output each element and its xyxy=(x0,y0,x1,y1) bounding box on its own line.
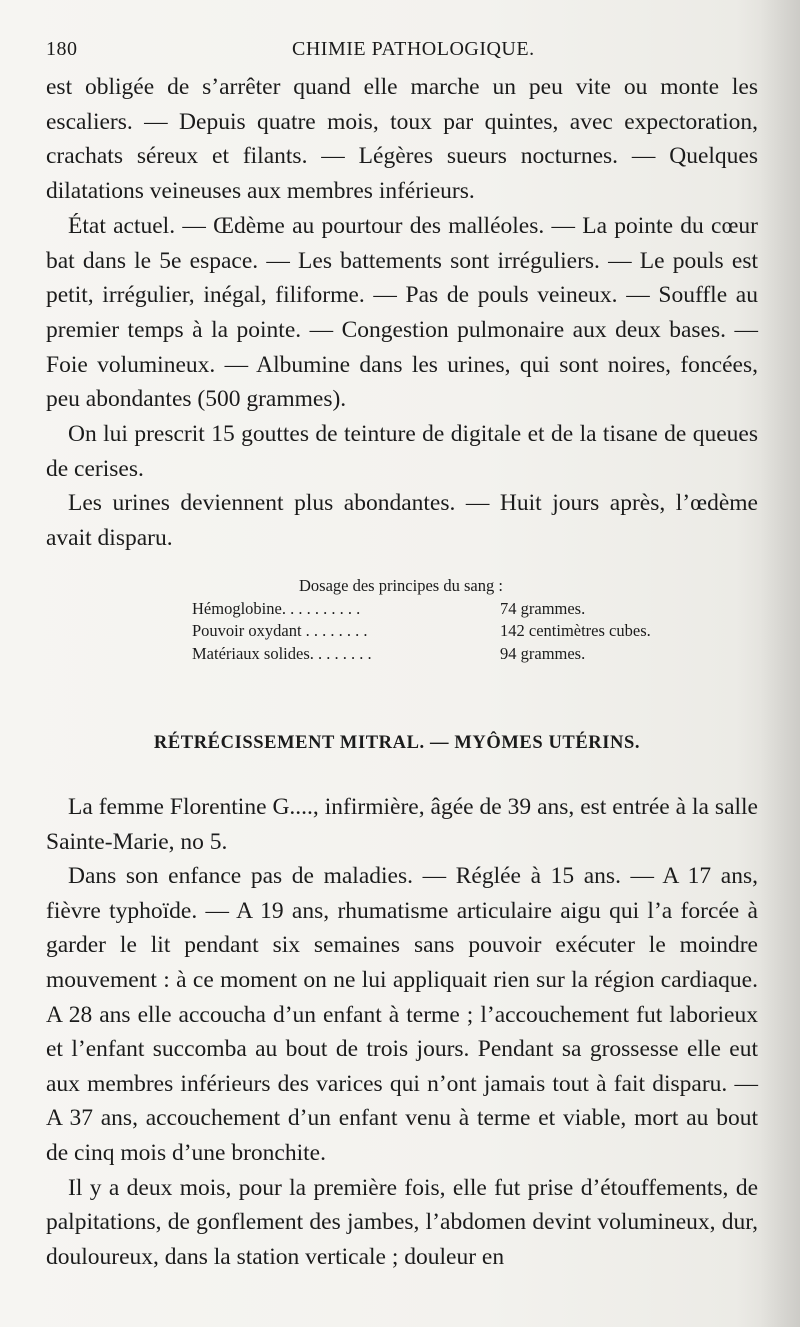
paragraph: Dans son enfance pas de maladies. — Réglée à 15 ans. — A 17 ans, fièvre typhoïde. — A 19 ans, rhumatisme articulaire aigu qui l’a forcée à garder le lit pendant six semaines sans pouvoir exécuter le moindre mouvement : à ce moment on ne lui appliquait rien sur la région cardiaque. A 28 ans elle accoucha d’un enfant à terme ; l’accouchement fut laborieux et l’enfant succomba au bout de trois jours. Pendant sa grossesse elle eut aux membres inférieurs des varices qui n’ont jamais tout à fait disparu. — A 37 ans, accouchement d’un enfant venu à terme et viable, mort au bout de cinq mois d’une bronchite. xyxy=(46,863,758,1166)
dosage-value: 142 centimètres cubes. xyxy=(500,621,651,640)
page-number: 180 xyxy=(46,38,78,60)
page-header xyxy=(46,38,766,64)
dosage-label: Hémoglobine. . . . . . . . . . xyxy=(192,598,361,618)
dosage-value: 74 grammes. xyxy=(500,598,586,618)
dosage-row xyxy=(192,598,712,621)
body-text-bottom xyxy=(46,790,758,1274)
page-edge-shadow xyxy=(760,0,800,1327)
dosage-row xyxy=(192,620,712,643)
section-heading-text: RÉTRÉCISSEMENT MITRAL. — MYÔMES UTÉRINS. xyxy=(153,733,641,753)
dosage-row xyxy=(192,643,712,666)
dosage-label: Matériaux solides. . . . . . . . xyxy=(192,643,372,663)
paragraph: Les urines deviennent plus abondantes. — Huit jours après, l’œdème avait disparu. xyxy=(46,490,758,552)
dosage-title: Dosage des principes du sang : xyxy=(299,576,503,595)
running-title: CHIMIE PATHOLOGIQUE. xyxy=(292,38,535,60)
section-heading xyxy=(0,733,800,754)
dosage-value: 94 grammes. xyxy=(500,643,586,663)
body-text-top xyxy=(46,70,758,556)
paragraph: État actuel. — Œdème au pourtour des malléoles. — La pointe du cœur bat dans le 5e espace. — Les battements sont irréguliers. — Le pouls est petit, irrégulier, inégal, filiforme. — Pas de pouls veineux. — Souffle au premier temps à la pointe. — Congestion pulmonaire aux deux bases. — Foie volumineux. — Albumine dans les urines, qui sont noires, foncées, peu abondantes (500 grammes). xyxy=(46,212,758,413)
dosage-label: Pouvoir oxydant . . . . . . . . xyxy=(192,621,368,640)
paragraph: est obligée de s’arrêter quand elle marche un peu vite ou monte les escaliers. — Depuis quatre mois, toux par quintes, avec expectoration, crachats séreux et filants. — Légères sueurs nocturnes. — Quelques dilatations veineuses aux membres inférieurs. xyxy=(46,74,758,205)
paragraph: On lui prescrit 15 gouttes de teinture de digitale et de la tisane de queues de cerises. xyxy=(46,421,758,482)
paragraph: Il y a deux mois, pour la première fois, elle fut prise d’étouffements, de palpitations, de gonflement des jambes, l’abdomen devint volumineux, dur, douloureux, dans la station verticale ; douleur en xyxy=(46,1174,758,1270)
paragraph: La femme Florentine G...., infirmière, âgée de 39 ans, est entrée à la salle Sainte-Marie, no 5. xyxy=(46,794,758,855)
blood-dosage-table xyxy=(192,575,712,665)
